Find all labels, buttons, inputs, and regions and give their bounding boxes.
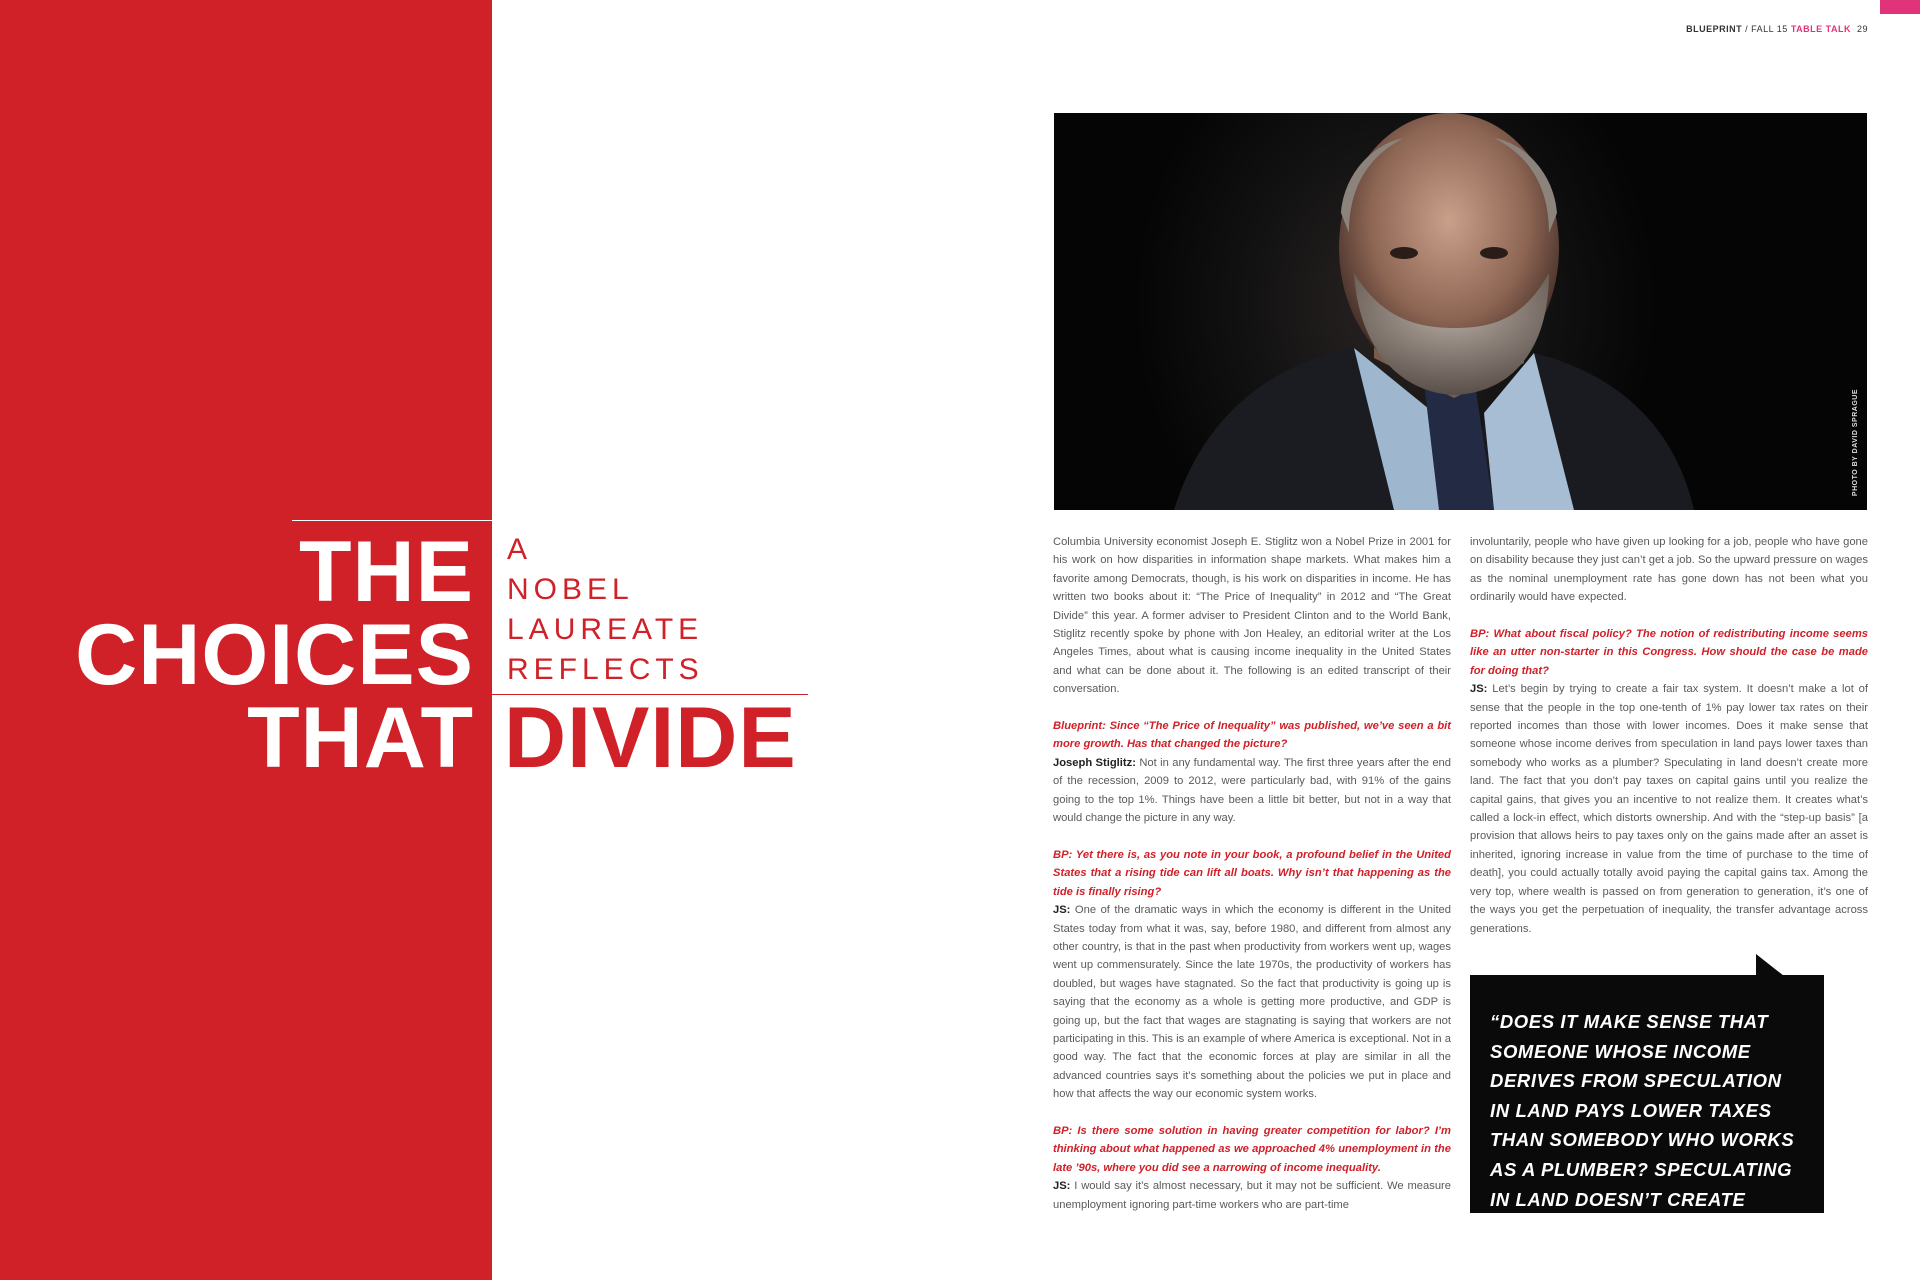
article-column-1 bbox=[1053, 533, 1451, 1232]
subtitle-line: LAUREATE bbox=[507, 613, 704, 646]
portrait-illustration bbox=[1054, 113, 1867, 510]
question: BP: What about fiscal policy? The notion of redistributing income seems like an utter non-starter in this Congress. How should the case be made for doing that? bbox=[1470, 628, 1868, 677]
pullquote-box bbox=[1470, 975, 1824, 1240]
qa-block bbox=[1470, 625, 1868, 938]
answer: I would say it’s almost necessary, but it may not be sufficient. We measure unemployment ignoring part-time workers who are part-time bbox=[1053, 1180, 1451, 1211]
subtitle-line: NOBEL bbox=[507, 573, 634, 606]
headline-choices: CHOICES bbox=[75, 607, 474, 703]
subtitle bbox=[507, 530, 704, 690]
photo-credit: PHOTO BY DAVID SPRAGUE bbox=[1852, 388, 1859, 496]
pullquote-tail bbox=[1756, 954, 1784, 976]
portrait-photo bbox=[1054, 113, 1867, 510]
running-head bbox=[1686, 24, 1868, 34]
intro-paragraph: Columbia University economist Joseph E. Stiglitz won a Nobel Prize in 2001 for his work on how disparities in information shape markets. What makes him a favorite among Democrats, though, is his work on disparities in income. He has written two books about it: “The Price of Inequality” in 2012 and “The Great Divide” this year. A former adviser to President Clinton and to the World Bank, Stiglitz recently spoke by phone with Jon Healey, an editorial writer at the Los Angeles Times, about what is causing income inequality in the United States and what can be done about it. The following is an edited transcript of their conversation. bbox=[1053, 536, 1451, 696]
speaker-label: Joseph Stiglitz: bbox=[1053, 756, 1136, 769]
question: BP: Is there some solution in having greater competition for labor? I’m thinking about what happened as we approached 4% unemployment in the late ’90s, where you did see a narrowing of income inequality. bbox=[1053, 1124, 1451, 1174]
answer: One of the dramatic ways in which the economy is different in the United States today from what it was, say, before 1980, and different from almost any other country, is that in the past when productivity from workers went up, wages went up commensurately. Since the late 1970s, the productivity of workers has doubled, but wages have stagnated. So the fact that productivity is going up is saying that the economy as a whole is getting more productive, and GDP is going up, but the fact that wages are stagnating is saying that workers are not participating in this. This is an example of where America is exceptional. Not in a good way. The fact that the economic forces at play are similar in all the advanced countries says it’s something about the policies we put in place and how that affects the way our economic system works. bbox=[1053, 904, 1451, 1101]
speaker-label: JS: bbox=[1470, 683, 1488, 696]
continued-paragraph: involuntarily, people who have given up looking for a job, people who have gone on disability because they just can’t get a job. So the upward pressure on wages as the nominal unemployment rate has gone down has not been what you ordinarily would have expected. bbox=[1470, 536, 1868, 604]
speaker-label: JS: bbox=[1053, 1180, 1071, 1193]
answer: Let’s begin by trying to create a fair tax system. It doesn’t make a lot of sense that the people in the top one-tenth of 1% pay lower tax rates on their reported incomes than those with lower incomes. Does it make sense that someone whose income derives from speculation in land pays lower taxes than somebody who works as a plumber? Speculating in land doesn’t create more land. The fact that you don’t pay taxes on capital gains until you realize the capital gains, that gives you an incentive to not realize them. It creates what’s called a lock-in effect, which distorts ownership. And with the “step-up basis” [a provision that allows heirs to pay taxes only on the gains made after an asset is inherited, ignoring increase in value from the time of purchase to the time of death], you could actually totally avoid paying the capital gains tax. Among the very top, where wealth is passed on from generation to generation, it’s one of the ways you get the perpetuation of inequality, the transfer advantage across generations. bbox=[1470, 683, 1868, 935]
running-head-brand: BLUEPRINT bbox=[1686, 24, 1743, 34]
qa-block bbox=[1053, 717, 1451, 827]
subtitle-line: REFLECTS bbox=[507, 653, 704, 686]
speaker-label: JS: bbox=[1053, 904, 1071, 917]
answer: Not in any fundamental way. The first three years after the end of the recession, 2009 to 2012, were particularly bad, with 91% of the gains going to the top 1%. Things have been a little bit better, but not in a way that would change the picture in any way. bbox=[1053, 756, 1451, 825]
headline-that: THAT bbox=[247, 690, 474, 786]
question: Blueprint: Since “The Price of Inequality” was published, we’ve seen a bit more growth. Has that changed the picture? bbox=[1053, 720, 1451, 751]
article-column-2 bbox=[1470, 533, 1868, 956]
running-head-issue: / FALL 15 bbox=[1742, 24, 1791, 34]
corner-tab bbox=[1880, 0, 1920, 14]
running-head-section: TABLE TALK bbox=[1790, 24, 1851, 34]
headline-divide: DIVIDE bbox=[504, 690, 797, 786]
headline-the: THE bbox=[299, 524, 474, 620]
pullquote-text: “DOES IT MAKE SENSE THAT SOMEONE WHOSE INCOME DERIVES FROM SPECULATION IN LAND PAYS LOWER TAXES THAN SOMEBODY WHO WORKS AS A PLUMBER? SPECULATING IN LAND DOESN’T CREATE MORE LAND.” bbox=[1490, 1011, 1795, 1240]
subtitle-line: A bbox=[507, 533, 533, 566]
page-number: 29 bbox=[1856, 24, 1868, 34]
qa-block bbox=[1053, 846, 1451, 1104]
qa-block bbox=[1053, 1122, 1451, 1214]
headline-rule-white bbox=[292, 520, 492, 521]
question: BP: Yet there is, as you note in your book, a profound belief in the United States that a rising tide can lift all boats. Why isn’t that happening as the tide is finally rising? bbox=[1053, 848, 1451, 898]
